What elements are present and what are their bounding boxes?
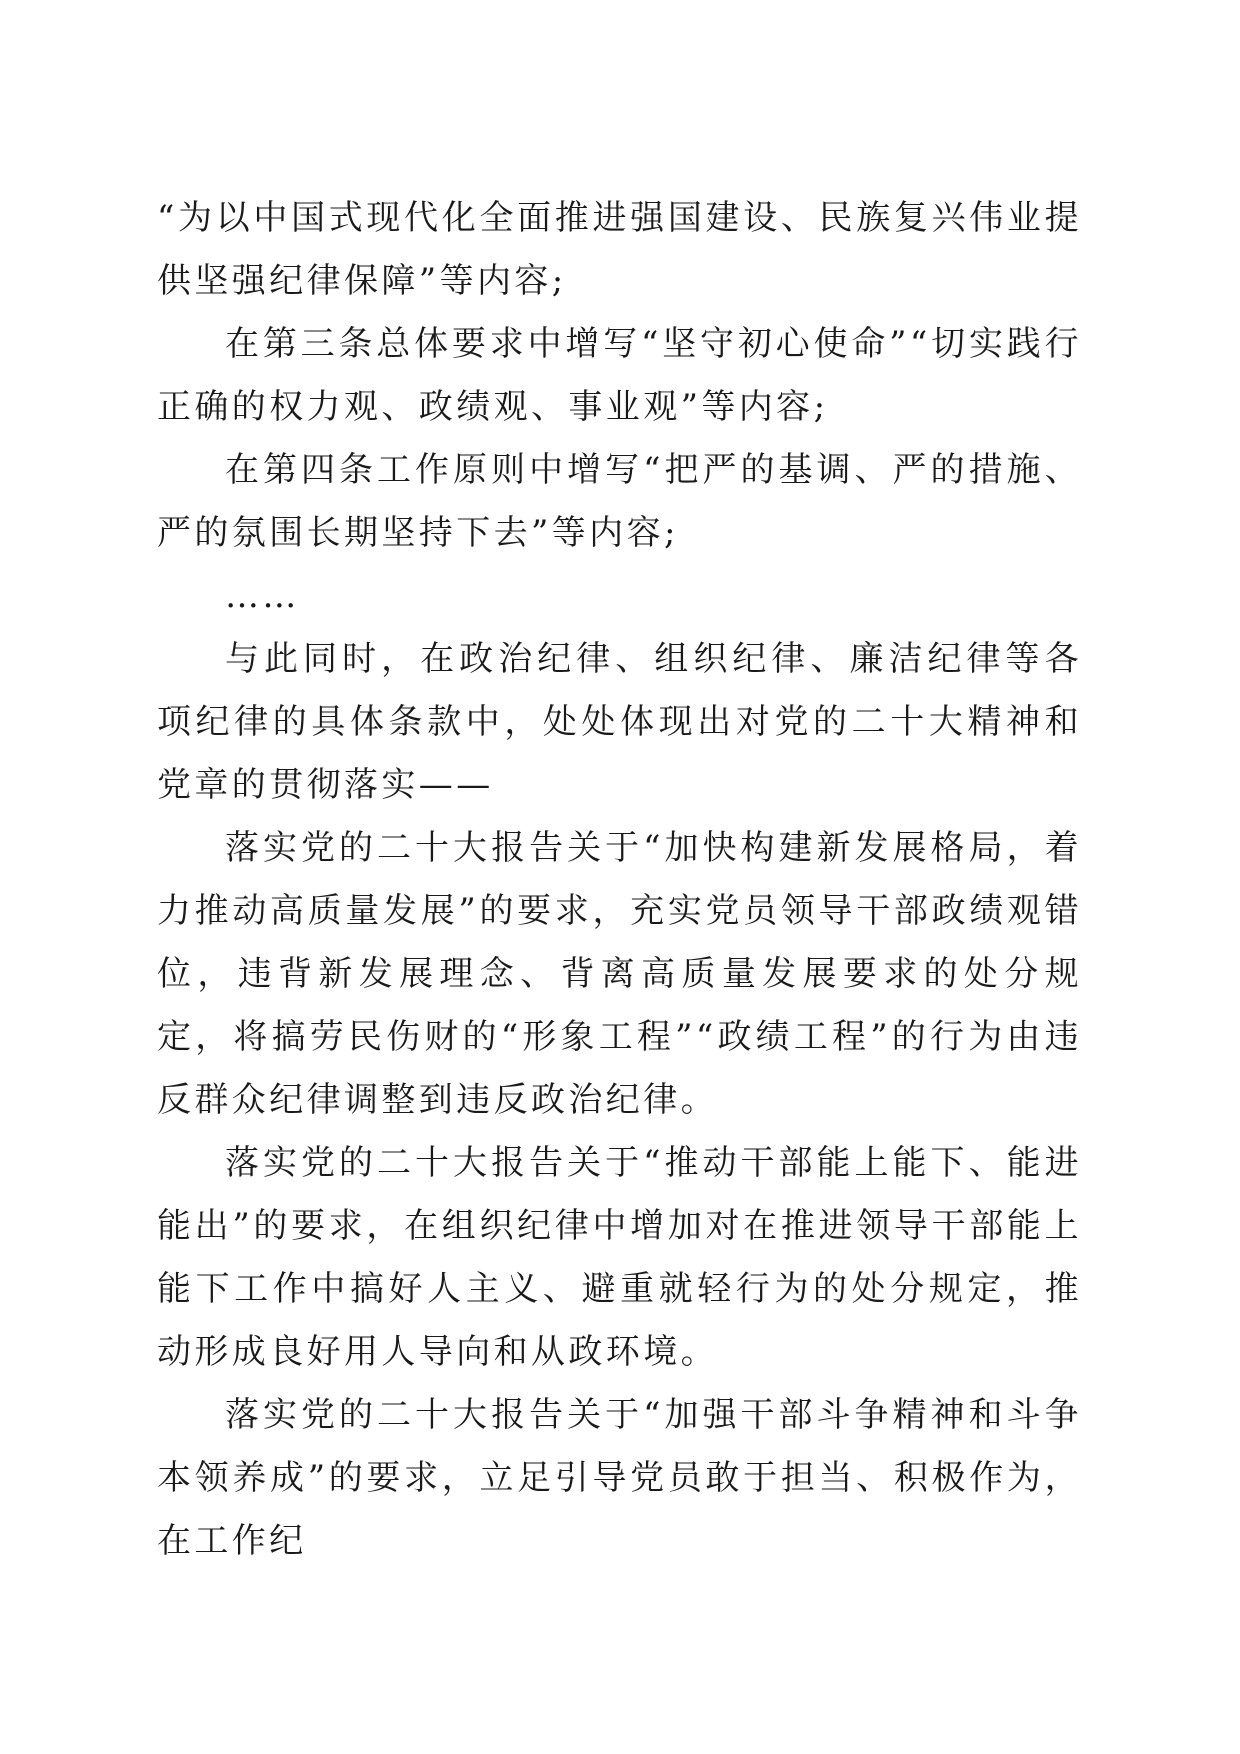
paragraph-article-three: 在第三条总体要求中增写“坚守初心使命”“切实践行正确的权力观、政绩观、事业观”等内容;: [157, 324, 1082, 427]
paragraph-development-pattern: 落实党的二十大报告关于“加快构建新发展格局，着力推动高质量发展”的要求，充实党员领导干部政绩观错位，违背新发展理念、背离高质量发展要求的处分规定，将搞劳民伤财的“形象工程”“政绩工程”的行为由违反群众纪律调整到违反政治纪律。: [157, 828, 1082, 1120]
paragraph-cadre-promotion: 落实党的二十大报告关于“推动干部能上能下、能进能出”的要求，在组织纪律中增加对在推进领导干部能上能下工作中搞好人主义、避重就轻行为的处分规定，推动形成良好用人导向和从政环境。: [157, 1143, 1082, 1372]
paragraph-article-four: 在第四条工作原则中增写“把严的基调、严的措施、严的氛围长期坚持下去”等内容;: [157, 450, 1082, 553]
paragraph-continuation: “为以中国式现代化全面推进强国建设、民族复兴伟业提供坚强纪律保障”等内容;: [157, 198, 1082, 301]
paragraph-ellipsis: ……: [225, 576, 300, 616]
paragraph-fighting-spirit: 落实党的二十大报告关于“加强干部斗争精神和斗争本领养成”的要求，立足引导党员敢于担当、积极作为，在工作纪: [157, 1395, 1082, 1561]
paragraph-meanwhile: 与此同时，在政治纪律、组织纪律、廉洁纪律等各项纪律的具体条款中，处处体现出对党的二十大精神和党章的贯彻落实——: [157, 639, 1082, 805]
document-body: [157, 187, 1082, 1573]
